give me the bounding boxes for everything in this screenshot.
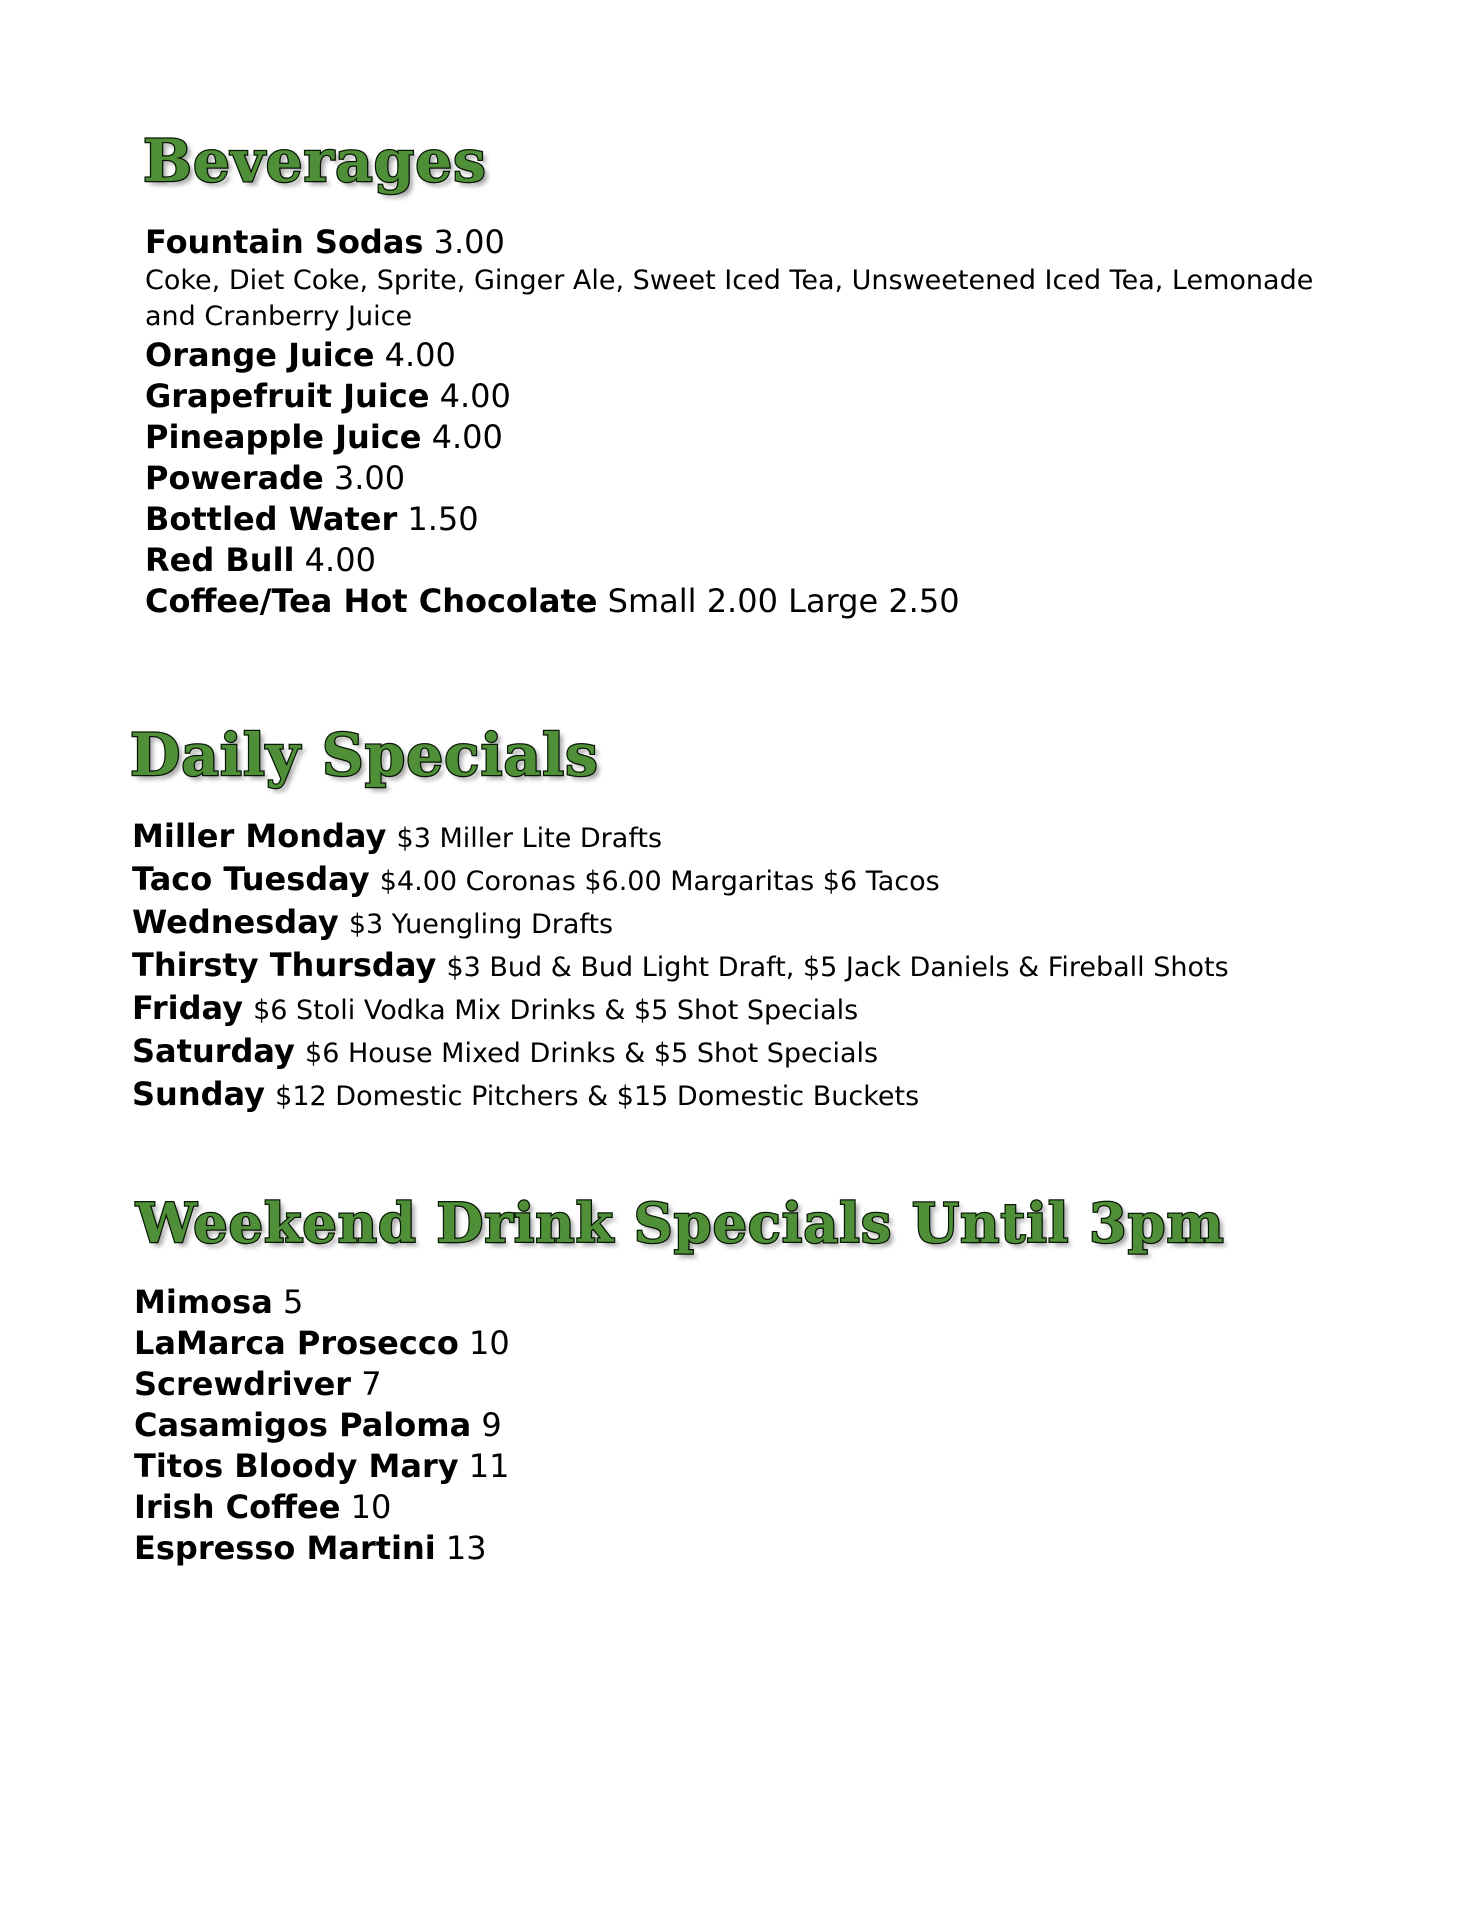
item-name: Orange Juice [145,336,375,374]
weekend-specials-heading: Weekend Drink Specials Until 3pm [136,1191,1225,1255]
weekend-specials-list [134,1282,934,1569]
item-name: Titos Bloody Mary [134,1447,459,1485]
item-name: Fountain Sodas [145,223,424,261]
menu-item [145,222,1345,263]
item-name: Screwdriver [134,1365,352,1403]
special-detail: $3 Miller Lite Drafts [396,823,663,854]
item-price: 4.00 [384,336,456,374]
menu-item [145,417,1345,458]
item-name: Irish Coffee [134,1488,341,1526]
item-price: 9 [481,1406,502,1444]
item-price: 10 [468,1324,510,1362]
special-day: Friday [132,989,243,1027]
special-row [132,945,1382,988]
menu-item [145,540,1345,581]
item-price: 4.00 [439,377,511,415]
menu-item [145,376,1345,417]
item-name: Grapefruit Juice [145,377,430,415]
special-row [132,816,1382,859]
item-name: Pineapple Juice [145,418,422,456]
special-detail: $3 Yuengling Drafts [348,909,614,940]
special-row [132,902,1382,945]
menu-item [134,1528,934,1569]
menu-item [145,499,1345,540]
menu-item [134,1282,934,1323]
special-day: Wednesday [132,903,339,941]
item-name: Espresso Martini [134,1529,436,1567]
item-name: LaMarca Prosecco [134,1324,459,1362]
special-detail: $6 Stoli Vodka Mix Drinks & $5 Shot Specials [253,995,859,1026]
menu-item [145,581,1345,622]
item-description: Coke, Diet Coke, Sprite, Ginger Ale, Sweet Iced Tea, Unsweetened Iced Tea, Lemonade and Cranberry Juice [145,265,1314,332]
item-name: Coffee/Tea Hot Chocolate [145,582,598,620]
special-row [132,988,1382,1031]
item-price: 5 [282,1283,304,1321]
item-price: 13 [445,1529,487,1567]
item-price: 3.00 [333,459,406,497]
special-detail: $3 Bud & Bud Light Draft, $5 Jack Daniels & Fireball Shots [446,952,1229,983]
menu-item [145,335,1345,376]
menu-item [134,1364,934,1405]
special-day: Miller Monday [132,817,387,855]
special-day: Taco Tuesday [132,860,370,898]
item-name: Casamigos Paloma [134,1406,472,1444]
item-price: 4.00 [304,541,376,579]
special-detail: $6 House Mixed Drinks & $5 Shot Specials [305,1038,879,1069]
beverages-list [145,222,1345,622]
special-detail: $12 Domestic Pitchers & $15 Domestic Buckets [275,1081,920,1112]
special-day: Sunday [132,1075,265,1113]
menu-item [145,458,1345,499]
item-price: 3.00 [433,223,505,261]
menu-item [134,1405,934,1446]
item-price: 11 [468,1447,510,1485]
item-name: Bottled Water [145,500,398,538]
daily-specials-list [132,816,1382,1117]
item-name: Red Bull [145,541,295,579]
beverages-heading: Beverages [143,127,487,195]
item-price: 10 [350,1488,392,1526]
daily-specials-heading: Daily Specials [130,721,599,789]
special-row [132,1074,1382,1117]
menu-item [134,1487,934,1528]
special-row [132,859,1382,902]
special-detail: $4.00 Coronas $6.00 Margaritas $6 Tacos [379,866,940,897]
item-price: Small 2.00 Large 2.50 [607,582,960,620]
special-row [132,1031,1382,1074]
item-name: Powerade [145,459,324,497]
item-price: 7 [361,1365,382,1403]
special-day: Thirsty Thursday [132,946,437,984]
special-day: Saturday [132,1032,295,1070]
item-name: Mimosa [134,1283,273,1321]
item-price: 4.00 [431,418,503,456]
item-price: 1.50 [407,500,479,538]
menu-item [134,1323,934,1364]
menu-item [134,1446,934,1487]
